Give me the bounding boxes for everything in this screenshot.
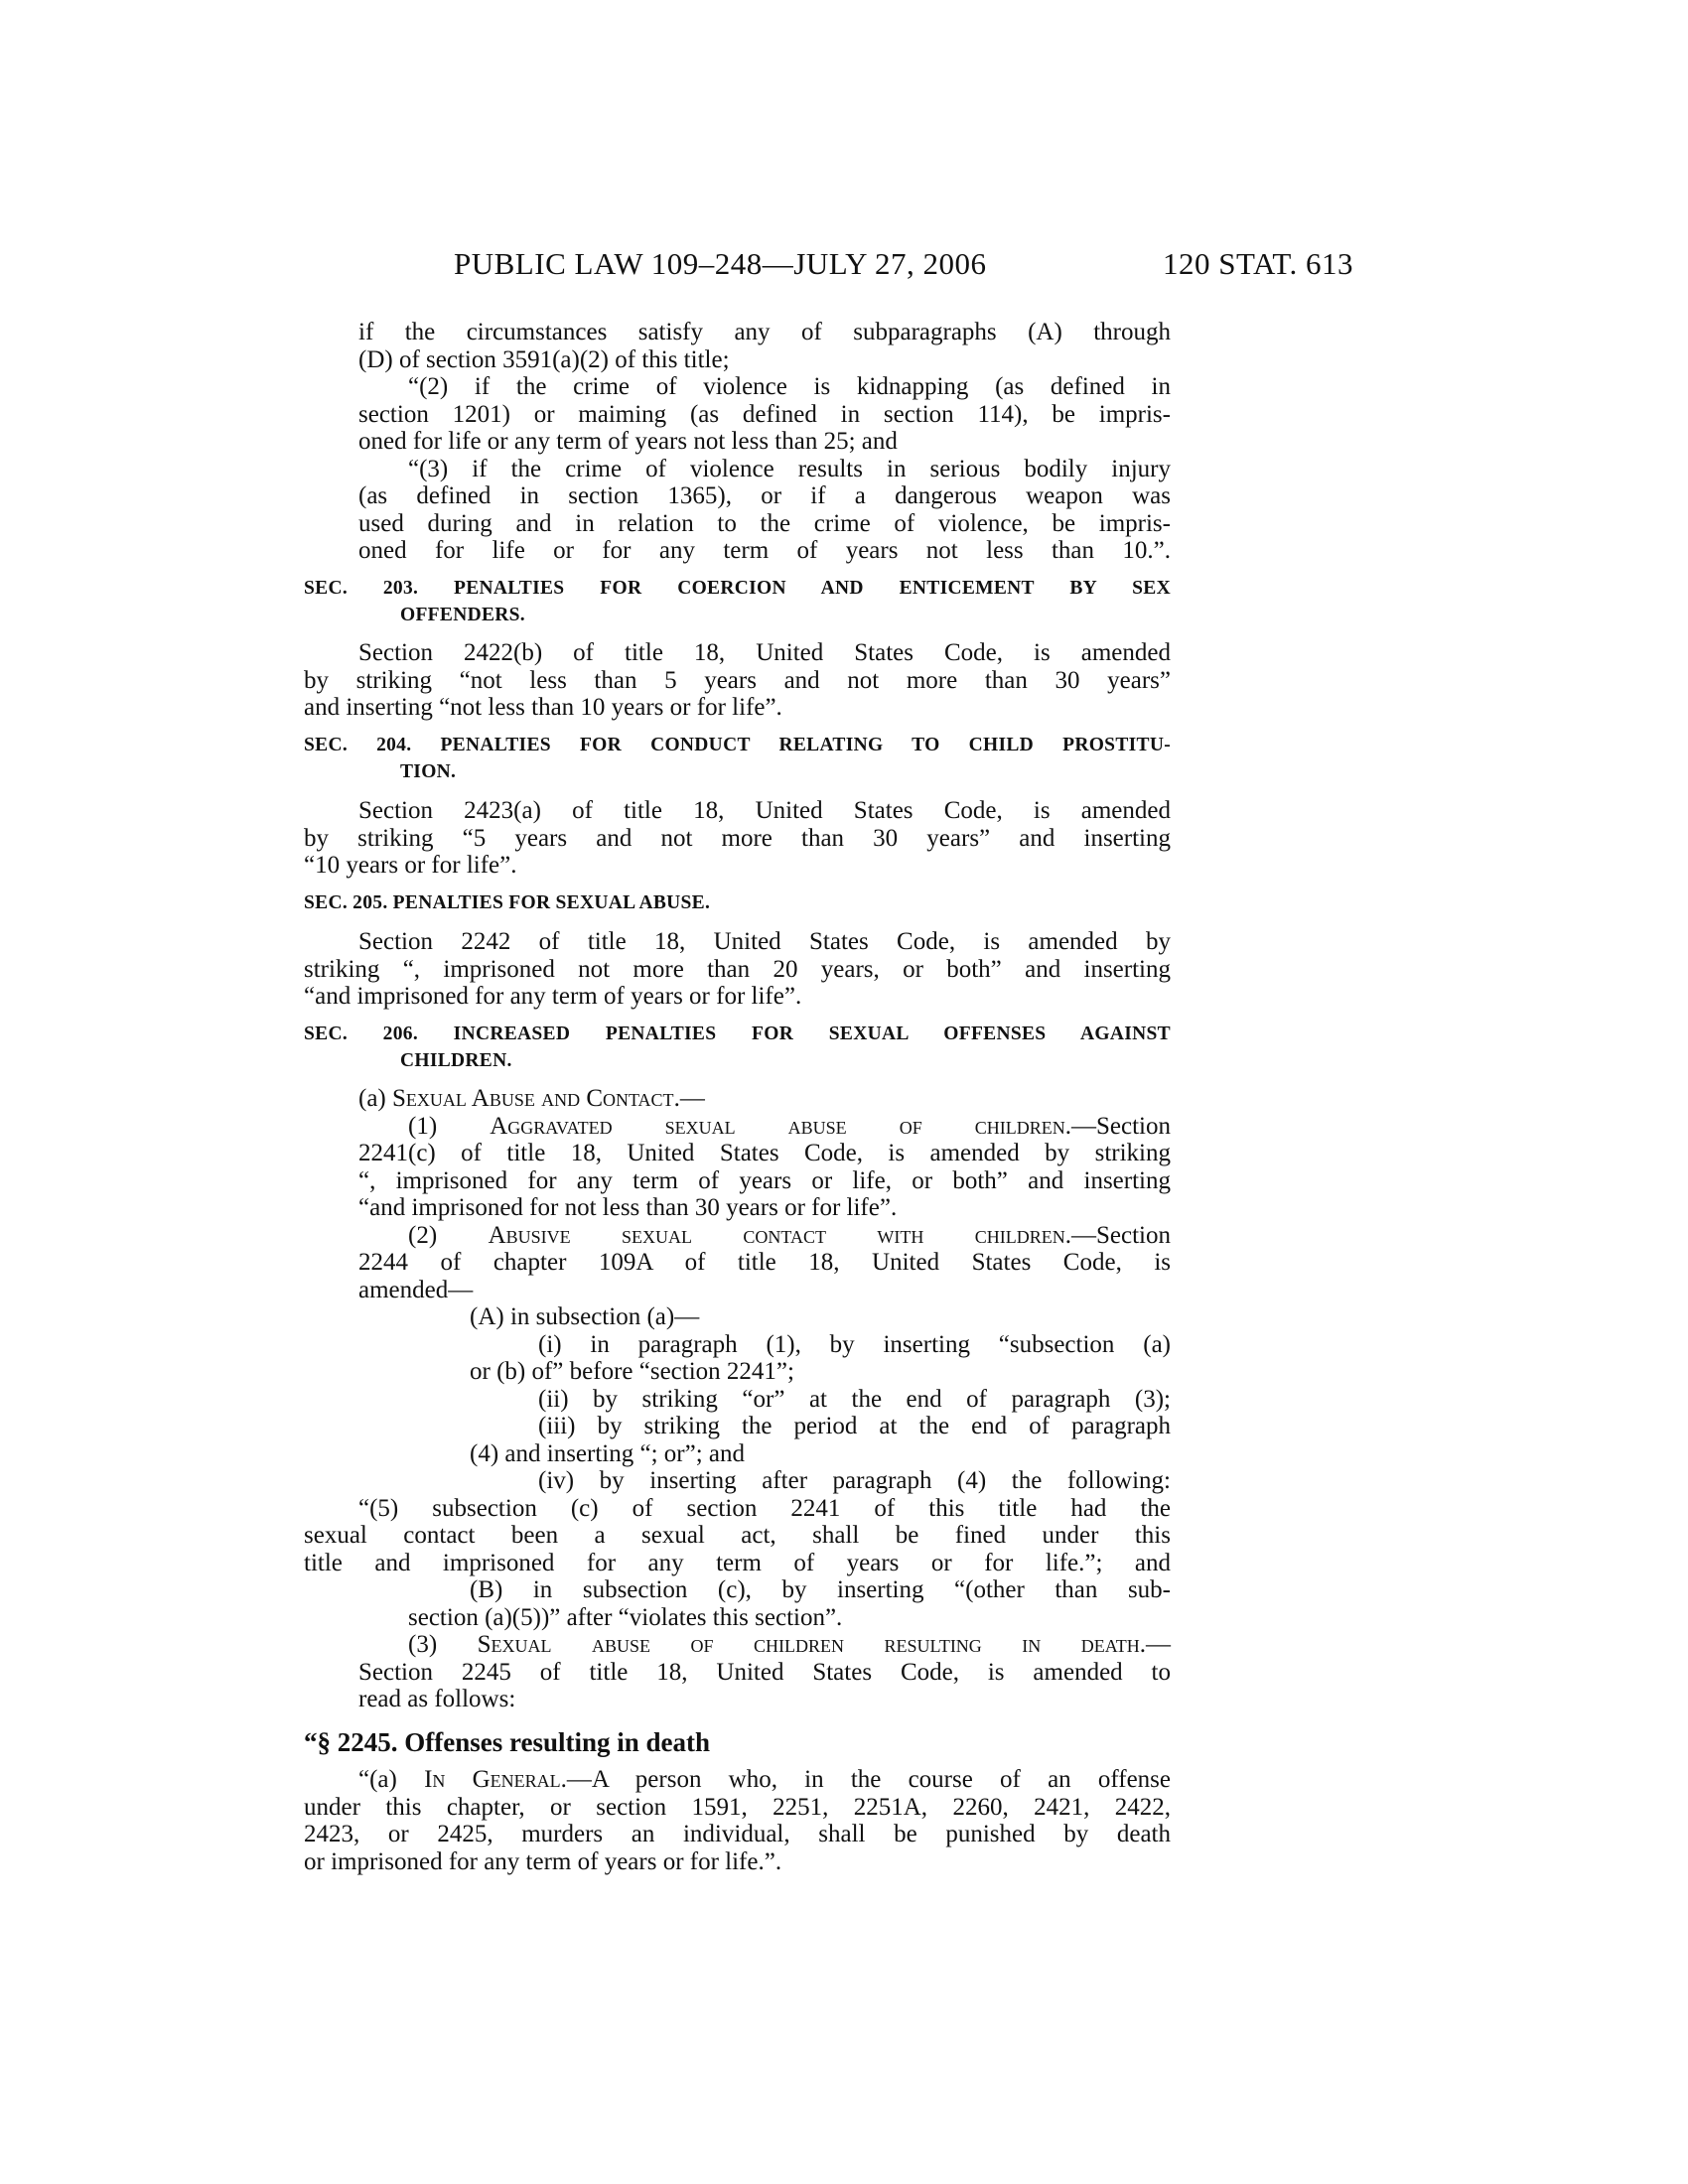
text: .—A person who, in the course of an offense bbox=[560, 1766, 1172, 1793]
text-line: read as follows: bbox=[358, 1686, 516, 1712]
text: Sexual abuse of children resulting in death bbox=[477, 1631, 1140, 1658]
text-line: or imprisoned for any term of years or for life.”. bbox=[304, 1847, 782, 1875]
text-line: or (b) of” before “section 2241”; bbox=[470, 1358, 794, 1385]
text-line: “(2) if the crime of violence is kidnapping (as defined in bbox=[408, 373, 1171, 400]
section-205-body bbox=[304, 928, 1171, 1011]
text-line: section 1201) or maiming (as defined in section 114), be impris- bbox=[358, 400, 1171, 428]
text: .— bbox=[1139, 1631, 1172, 1658]
text-line: if the circumstances satisfy any of subparagraphs (A) through bbox=[358, 319, 1171, 345]
text-line: Section 2423(a) of title 18, United States Code, is amended bbox=[358, 797, 1171, 824]
text: (1) bbox=[408, 1112, 491, 1140]
text-line: (A) in subsection (a)— bbox=[470, 1303, 700, 1330]
heading-line: “§ 2245. Offenses resulting in death bbox=[304, 1727, 711, 1757]
text-line: title and imprisoned for any term of years or for life.”; and bbox=[304, 1549, 1171, 1576]
section-205-heading bbox=[304, 890, 1171, 917]
continued-text-block bbox=[304, 319, 1171, 565]
text-line: by striking “not less than 5 years and not more than 30 years” bbox=[304, 666, 1171, 694]
paragraph-1-heading bbox=[304, 1113, 1171, 1141]
text-line: Section 2245 of title 18, United States Code, is amended to bbox=[358, 1658, 1171, 1686]
section-204-heading bbox=[304, 733, 1171, 785]
section-2245-body bbox=[304, 1766, 1171, 1875]
text: In General bbox=[424, 1766, 561, 1793]
text-line: “, imprisoned for any term of years or life, or both” and inserting bbox=[358, 1166, 1171, 1194]
text-line: “10 years or for life”. bbox=[304, 852, 517, 879]
section-203-body bbox=[304, 639, 1171, 722]
heading-line: SEC. 203. PENALTIES FOR COERCION AND ENTICEMENT BY SEX bbox=[304, 578, 1171, 599]
text-line: (as defined in section 1365), or if a dangerous weapon was bbox=[358, 482, 1171, 509]
text-line: 2423, or 2425, murders an individual, shall be punished by death bbox=[304, 1821, 1171, 1847]
heading-line: SEC. 205. PENALTIES FOR SEXUAL ABUSE. bbox=[304, 892, 711, 913]
text: .— bbox=[673, 1085, 705, 1112]
subsection-a-heading bbox=[304, 1085, 1171, 1113]
text: Abusive sexual contact with children bbox=[488, 1221, 1065, 1249]
text-line: (iii) by striking the period at the end of paragraph bbox=[538, 1413, 1171, 1439]
paragraph-2-heading bbox=[304, 1222, 1171, 1250]
text-line: 2241(c) of title 18, United States Code, is amended by striking bbox=[358, 1140, 1171, 1166]
section-206-heading bbox=[304, 1022, 1171, 1074]
subsection-a-line bbox=[304, 1766, 1171, 1794]
text-line: striking “, imprisoned not more than 20 years, or both” and inserting bbox=[304, 955, 1171, 983]
text-line: (D) of section 3591(a)(2) of this title; bbox=[358, 345, 730, 373]
text-line: “and imprisoned for any term of years or for life”. bbox=[304, 983, 802, 1010]
text-line: Section 2242 of title 18, United States Code, is amended by bbox=[358, 928, 1171, 955]
text-line: (ii) by striking “or” at the end of paragraph (3); bbox=[538, 1385, 1171, 1413]
text-line: used during and in relation to the crime of violence, be impris- bbox=[358, 509, 1171, 537]
heading-line: SEC. 204. PENALTIES FOR CONDUCT RELATING TO CHILD PROSTITU- bbox=[304, 735, 1171, 755]
text-line: and inserting “not less than 10 years or for life”. bbox=[304, 694, 782, 721]
text: Aggravated sexual abuse of children bbox=[490, 1112, 1065, 1140]
running-header-title: PUBLIC LAW 109–248—JULY 27, 2006 bbox=[454, 246, 987, 281]
section-206-body bbox=[304, 1085, 1171, 1713]
text: Sexual Abuse and Contact bbox=[392, 1085, 674, 1112]
section-2245-heading bbox=[304, 1727, 1171, 1757]
text-line: oned for life or for any term of years not less than 10.”. bbox=[358, 537, 1171, 564]
text-line: “and imprisoned for not less than 30 years or for life”. bbox=[358, 1194, 898, 1221]
text: .—Section bbox=[1064, 1112, 1171, 1140]
text-line: (B) in subsection (c), by inserting “(other than sub- bbox=[470, 1576, 1171, 1603]
paragraph-3-heading bbox=[304, 1631, 1171, 1659]
text-line: amended— bbox=[358, 1276, 474, 1303]
text-line: 2244 of chapter 109A of title 18, United States Code, is bbox=[358, 1249, 1171, 1276]
text: (3) bbox=[408, 1631, 478, 1658]
text-line: (4) and inserting “; or”; and bbox=[470, 1439, 745, 1467]
text-line: (i) in paragraph (1), by inserting “subsection (a) bbox=[538, 1330, 1171, 1358]
text-line: section (a)(5))” after “violates this section”. bbox=[408, 1603, 843, 1631]
text-line: oned for life or any term of years not less than 25; and bbox=[358, 428, 898, 455]
text-line: under this chapter, or section 1591, 2251, 2251A, 2260, 2421, 2422, bbox=[304, 1793, 1171, 1821]
text-line: sexual contact been a sexual act, shall be fined under this bbox=[304, 1522, 1171, 1549]
heading-line: SEC. 206. INCREASED PENALTIES FOR SEXUAL OFFENSES AGAINST bbox=[304, 1024, 1171, 1044]
text: (2) bbox=[408, 1221, 489, 1249]
text-line: “(5) subsection (c) of section 2241 of this title had the bbox=[358, 1494, 1171, 1522]
text-line: (iv) by inserting after paragraph (4) the following: bbox=[538, 1467, 1171, 1494]
section-203-heading bbox=[304, 576, 1171, 628]
text-line: by striking “5 years and not more than 30 years” and inserting bbox=[304, 824, 1171, 852]
section-204-body bbox=[304, 797, 1171, 880]
heading-line: TION. bbox=[400, 760, 457, 782]
heading-line: CHILDREN. bbox=[400, 1049, 512, 1071]
text: .—Section bbox=[1064, 1221, 1171, 1249]
text: (a) bbox=[358, 1085, 392, 1112]
heading-line: OFFENDERS. bbox=[400, 604, 525, 625]
text-line: Section 2422(b) of title 18, United States Code, is amended bbox=[358, 639, 1171, 666]
page-stat-number: 120 STAT. 613 bbox=[1163, 246, 1354, 281]
text-line: “(3) if the crime of violence results in serious bodily injury bbox=[408, 455, 1171, 482]
text: “(a) bbox=[358, 1766, 425, 1793]
